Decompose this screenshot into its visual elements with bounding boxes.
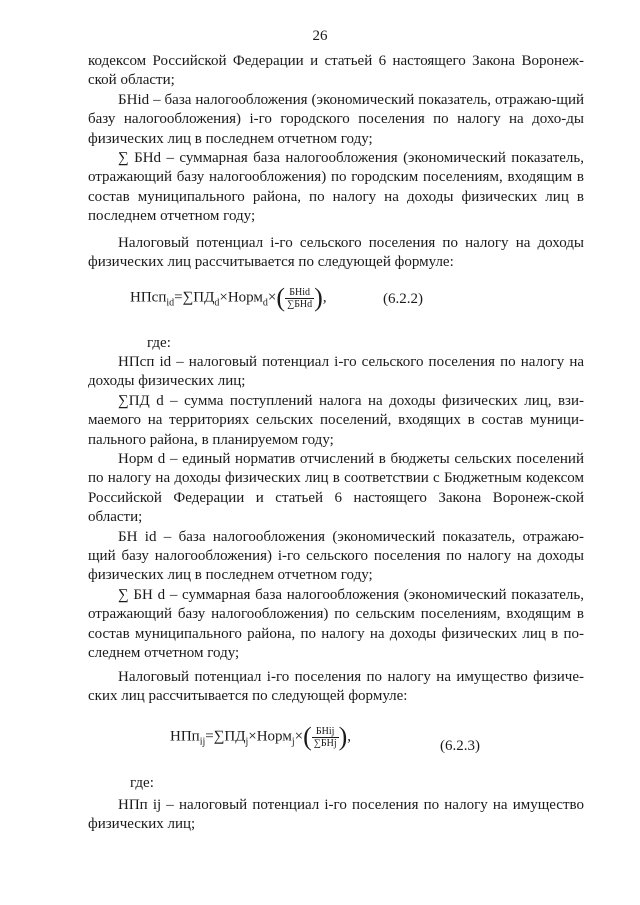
fraction: $\frac{\text{БНid}}{\text{∑БНd}}$	[287, 286, 313, 310]
definition: Норм d – единый норматив отчислений в бюджеты сельских поселений по налогу на доходы физических лиц в соответствии с Бюджетным кодексом Российской Федерации и статьей 6 настоящего Закона Воронеж-ской области;	[88, 451, 584, 526]
intro-paragraph: Налоговый потенциал i-го сельского поселения по налогу на доходы физических лиц рассчитывается по следующей формуле:	[88, 235, 584, 271]
where-label: где:	[130, 775, 154, 791]
equation-number: (6.2.2)	[383, 291, 423, 307]
paragraph: ∑ БНd – суммарная база налогообложения (экономический показатель, отражающий базу налогообложения) по городским поселениям, входящим в состав муниципального района, по налогу на доходы физических лиц в последнем отчетном году;	[88, 150, 584, 225]
definition: НПсп id – налоговый потенциал i-го сельского поселения по налогу на доходы физических лиц;	[88, 354, 584, 390]
paragraph: БНid – база налогообложения (экономический показатель, отражаю-щий базу налогообложения) i-го городского поселения по налогу на дохо-ды физических лиц в последнем отчетном году;	[88, 91, 584, 147]
definition: БН id – база налогообложения (экономический показатель, отражаю-щий базу налогообложения) i-го сельского поселения по налогу на доходы физических лиц в последнем отчетном году;	[88, 528, 584, 584]
top-text	[88, 52, 584, 227]
fraction: $\frac{\text{БНij}}{\text{∑БНj}}$	[313, 725, 337, 749]
definition: НПп ij – налоговый потенциал i-го поселения по налогу на имущество физических лиц;	[88, 797, 584, 833]
intro-paragraph: Налоговый потенциал i-го поселения по налогу на имущество физиче-ских лиц рассчитывается по следующей формуле:	[88, 669, 584, 705]
definitions-2	[88, 796, 584, 835]
page-number: 26	[312, 28, 328, 44]
formula-6-2-3: $НПп_{ij}=\sum ПД_j\times Норм_j\times$( $\frac{\text{БНij}}{\text{∑БНj}}$ ),	[170, 722, 352, 751]
formula-lhs: НПп	[170, 728, 200, 745]
formula-lhs: НПсп	[130, 289, 167, 306]
paragraph: кодексом Российской Федерации и статьей 6 настоящего Закона Воронеж-ской области;	[88, 53, 584, 89]
definition: ∑ПД d – сумма поступлений налога на доходы физических лиц, взи-маемого на территориях сельских поселений, входящих в состав муници-пального района, в планируемом году;	[88, 392, 584, 448]
where-label: где:	[147, 335, 171, 351]
formula-6-2-2: $НПсп_{id}=\sum ПД_d\times Норм_d\times$( $\frac{\text{БНid}}{\text{∑БНd}}$ ),	[130, 283, 327, 312]
equation-number: (6.2.3)	[440, 738, 480, 754]
definitions-1	[88, 353, 584, 664]
definition: ∑ БН d – суммарная база налогообложения (экономический показатель, отражающий базу налогообложения) по сельским поселениям, входящим в состав муниципального района, по налогу на доходы физических лиц в по-следнем отчетном году;	[88, 586, 584, 662]
